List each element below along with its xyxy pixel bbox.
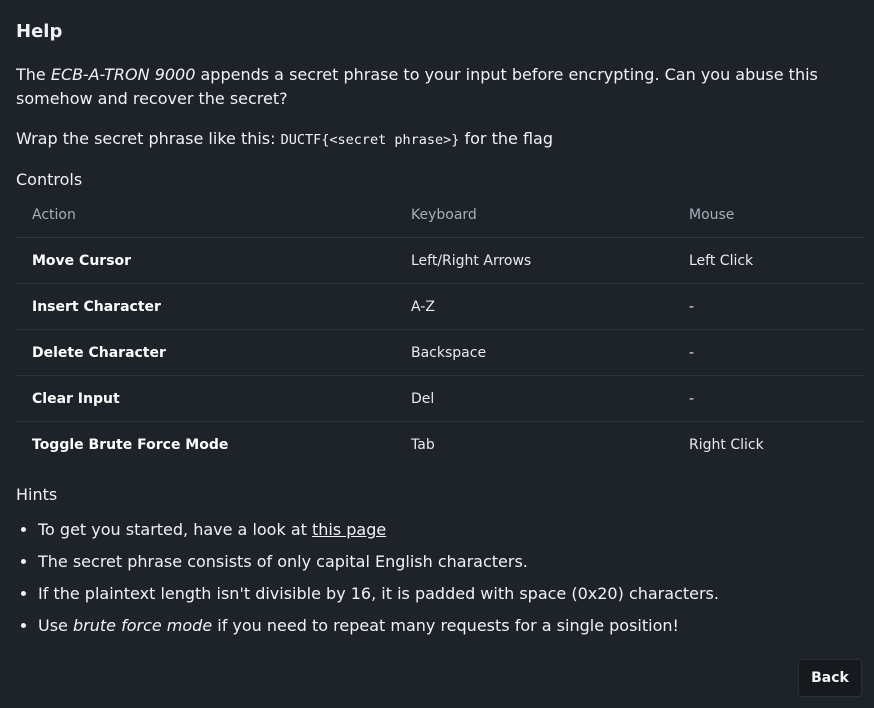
mouse-cell: Left Click	[673, 238, 864, 284]
hint-prefix: Use	[38, 616, 73, 635]
controls-table	[16, 192, 864, 467]
flag-format-code: DUCTF{<secret phrase>}	[280, 132, 460, 148]
hints-title: Hints	[16, 485, 58, 504]
header-mouse: Mouse	[673, 192, 864, 238]
flag-format-paragraph	[16, 127, 553, 152]
keyboard-cell: Left/Right Arrows	[395, 238, 673, 284]
keyboard-cell: Tab	[411, 436, 435, 453]
list-item	[38, 578, 719, 610]
keyboard-cell: Backspace	[395, 330, 673, 376]
keyboard-cell: Del	[395, 376, 673, 422]
action-cell: Insert Character	[16, 284, 395, 330]
header-action: Action	[16, 192, 395, 238]
hint-suffix: if you need to repeat many requests for a single position!	[212, 616, 679, 635]
mouse-cell: -	[673, 330, 864, 376]
list-item	[38, 514, 719, 546]
hint-text: The secret phrase consists of only capital English characters.	[38, 552, 528, 571]
header-keyboard: Keyboard	[395, 192, 673, 238]
list-item	[38, 610, 719, 642]
mouse-cell: Right Click	[689, 436, 764, 453]
this-page-link[interactable]: this page	[311, 520, 387, 539]
table-row	[16, 238, 864, 284]
brute-force-mode-emphasis: brute force mode	[72, 616, 213, 635]
action-cell: Move Cursor	[16, 238, 395, 284]
action-cell: Delete Character	[16, 330, 395, 376]
mouse-cell: -	[673, 284, 864, 330]
hint-prefix: To get you started, have a look at	[38, 520, 312, 539]
controls-title: Controls	[16, 170, 83, 189]
controls-header-row	[16, 192, 864, 238]
flag-format-suffix: for the flag	[459, 129, 553, 148]
intro-suffix: appends a secret phrase to your input before encrypting. Can you abuse this somehow and recover the secret?	[16, 65, 818, 108]
hints-list	[16, 514, 719, 642]
table-row	[16, 376, 864, 422]
list-item	[38, 546, 719, 578]
hint-text: If the plaintext length isn't divisible by 16, it is padded with space (0x20) characters.	[38, 584, 719, 603]
keyboard-cell: A-Z	[395, 284, 673, 330]
mouse-cell: -	[673, 376, 864, 422]
product-name: ECB-A-TRON 9000	[50, 65, 196, 84]
back-button[interactable]: Back	[798, 659, 862, 697]
table-row	[16, 422, 864, 468]
action-cell: Toggle Brute Force Mode	[32, 436, 229, 453]
intro-paragraph	[16, 63, 856, 111]
action-cell: Clear Input	[16, 376, 395, 422]
table-row	[16, 284, 864, 330]
page-title: Help	[16, 21, 63, 42]
table-row	[16, 330, 864, 376]
flag-format-prefix: Wrap the secret phrase like this:	[16, 129, 281, 148]
intro-prefix: The	[16, 65, 51, 84]
